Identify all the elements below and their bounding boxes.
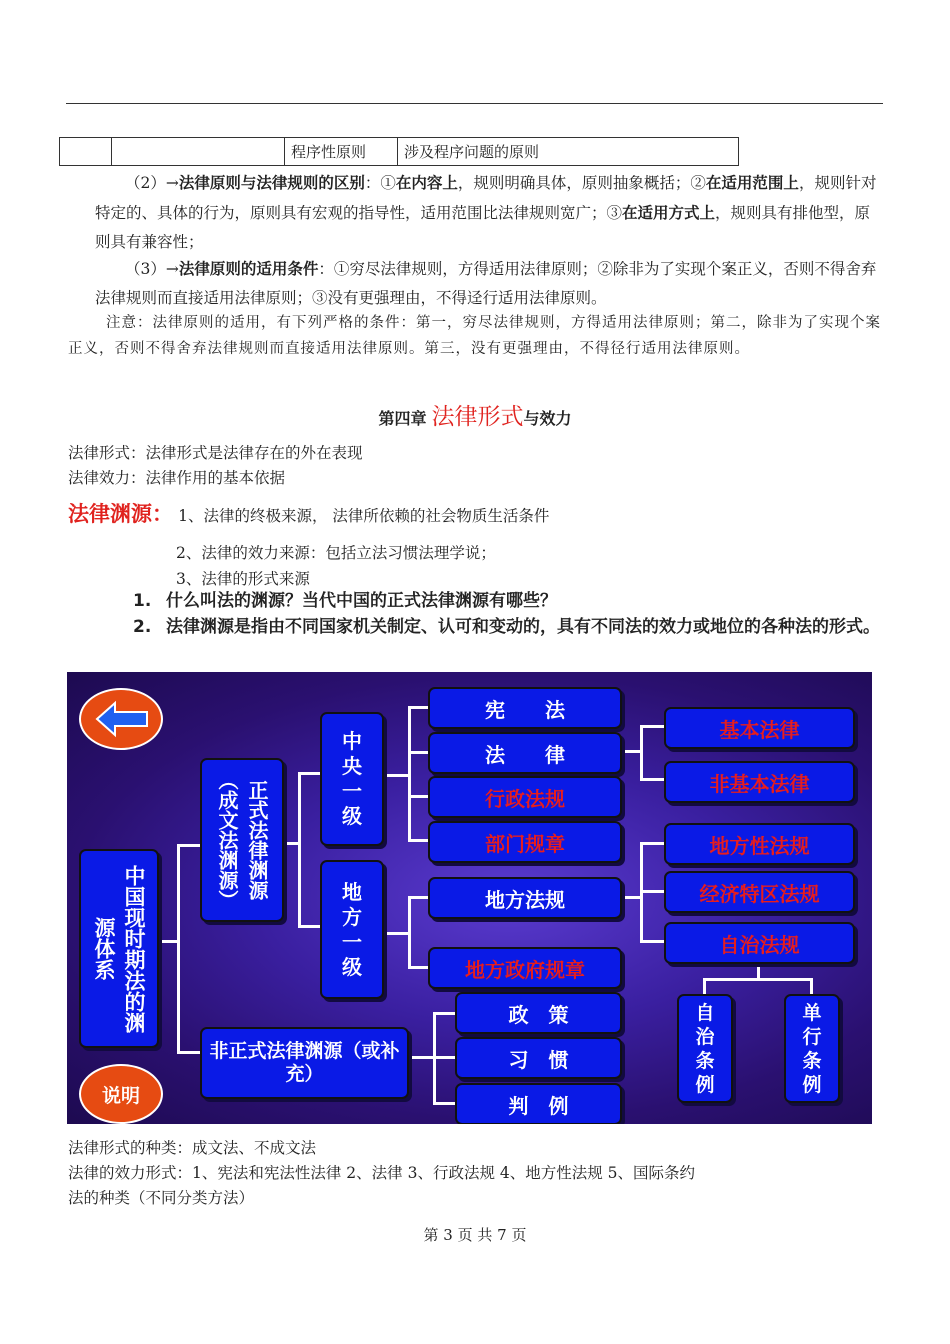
local-law-item-box: 地方性法规 xyxy=(664,823,855,865)
law-source-item: 2、法律的效力来源：包括立法习惯法理学说； xyxy=(176,544,496,562)
informal-item-box: 政 策 xyxy=(455,992,622,1034)
connector xyxy=(298,772,301,927)
explain-button[interactable]: 说明 xyxy=(79,1064,163,1124)
connector xyxy=(177,844,180,1054)
law-item-box: 非基本法律 xyxy=(664,761,855,803)
header-rule xyxy=(66,103,883,104)
connector xyxy=(640,778,664,781)
connector xyxy=(433,1012,455,1015)
law-source-item: 1、法律的终极来源， 法律所依赖的社会物质生活条件 xyxy=(178,507,550,525)
table-row xyxy=(60,138,739,166)
connector xyxy=(407,1056,435,1059)
informal-item-box: 习 惯 xyxy=(455,1037,622,1079)
definition-form: 法律形式：法律形式是法律存在的外在表现 xyxy=(68,444,363,462)
question-item: 1. 什么叫法的渊源？当代中国的正式法律渊源有哪些？ xyxy=(133,591,557,611)
connector xyxy=(640,890,664,893)
local-law-item-box: 自治法规 xyxy=(664,922,855,964)
note-paragraph: 注意：法律原则的适用，有下列严格的条件：第一，穷尽法律规则，方得适用法律原则；第二，除非为了实现个案正义，否则不得舍弃法律规则而直接适用法律原则。第三，没有更强理由，不得径行适用法律原则。 xyxy=(68,315,881,357)
law-source-section xyxy=(68,498,888,528)
root-box: 中国现时期法的渊源体系 xyxy=(79,849,159,1048)
autonomy-item-box: 单行条例 xyxy=(784,994,840,1103)
connector xyxy=(382,932,410,935)
connector xyxy=(408,795,428,798)
question-item: 2. 法律渊源是指由不同国家机关制定、认可和变动的，具有不同法的效力或地位的各种法的形式。 xyxy=(133,617,880,637)
principle-table xyxy=(59,137,739,166)
connector xyxy=(703,978,706,994)
informal-item-box: 判 例 xyxy=(455,1083,622,1124)
connector xyxy=(177,1051,202,1054)
page-footer: 第 3 页 共 7 页 xyxy=(423,1226,527,1244)
local-item-box: 地方法规 xyxy=(428,877,622,919)
autonomy-item-box: 自治条例 xyxy=(677,994,733,1103)
text-line: 法的种类（不同分类方法） xyxy=(68,1189,255,1207)
question-list xyxy=(133,588,888,640)
connector xyxy=(620,896,642,899)
connector xyxy=(640,725,643,780)
connector xyxy=(703,978,813,981)
connector xyxy=(408,751,428,754)
formal-source-box: 正式法律渊源（成文法渊源） xyxy=(200,758,284,922)
paragraph-application-conditions: （3）→法律原则的适用条件：①穷尽法律规则，方得适用法律原则；②除非为了实现个案正义，否则不得舍弃法律规则而直接适用法律原则；③没有更强理由，不得迳行适用法律原则。 xyxy=(95,259,877,307)
connector xyxy=(433,1056,455,1059)
connector xyxy=(159,940,179,943)
definitions xyxy=(68,441,363,491)
paragraph-rule-difference: （2）→法律原则与法律规则的区别：①在内容上，规则明确具体，原则抽象概括；②在适用范围上，规则针对特定的、具体的行为，原则具有宏观的指导性，适用范围比法律规则宽广；③在适用方式上，规则具有排他型，原则具有兼容性； xyxy=(95,173,877,251)
local-item-box: 地方政府规章 xyxy=(428,947,622,989)
bottom-lines xyxy=(68,1136,695,1211)
central-item-box: 法 律 xyxy=(428,732,622,774)
back-button[interactable] xyxy=(79,688,163,750)
connector xyxy=(640,842,664,845)
law-item-box: 基本法律 xyxy=(664,707,855,749)
table-cell: 涉及程序问题的原则 xyxy=(398,138,739,166)
definition-effect: 法律效力：法律作用的基本依据 xyxy=(68,469,286,487)
local-law-item-box: 经济特区法规 xyxy=(664,871,855,913)
connector xyxy=(810,978,813,994)
connector xyxy=(382,774,410,777)
central-item-box: 宪 法 xyxy=(428,687,622,729)
table-cell xyxy=(112,138,285,166)
table-cell: 程序性原则 xyxy=(285,138,398,166)
law-source-item: 3、法律的形式来源 xyxy=(176,570,310,588)
connector xyxy=(408,839,428,842)
connector xyxy=(408,706,411,841)
connector xyxy=(640,940,664,943)
central-level-box: 中央一级 xyxy=(320,712,384,846)
connector xyxy=(620,750,642,753)
central-item-box: 行政法规 xyxy=(428,776,622,818)
connector xyxy=(298,772,320,775)
connector xyxy=(298,925,320,928)
connector xyxy=(408,966,428,969)
law-source-diagram xyxy=(67,672,872,1124)
informal-source-box: 非正式法律渊源（或补充） xyxy=(200,1027,409,1099)
table-cell xyxy=(60,138,112,166)
connector xyxy=(408,896,411,968)
law-source-list xyxy=(176,540,496,592)
central-item-box: 部门规章 xyxy=(428,821,622,863)
local-level-box: 地方一级 xyxy=(320,860,384,999)
connector xyxy=(408,706,428,709)
text-line: 法律形式的种类：成文法、不成文法 xyxy=(68,1139,317,1157)
connector xyxy=(640,725,664,728)
connector xyxy=(408,896,428,899)
connector xyxy=(433,1102,455,1105)
text-line: 法律的效力形式：1、宪法和宪法性法律 2、法律 3、行政法规 4、地方性法规 5、国际条约 xyxy=(68,1164,696,1182)
chapter-title: 第四章 法律形式与效力 xyxy=(378,404,572,430)
law-source-label: 法律渊源： xyxy=(68,502,173,526)
arrow-left-icon xyxy=(81,690,161,748)
connector xyxy=(177,844,202,847)
